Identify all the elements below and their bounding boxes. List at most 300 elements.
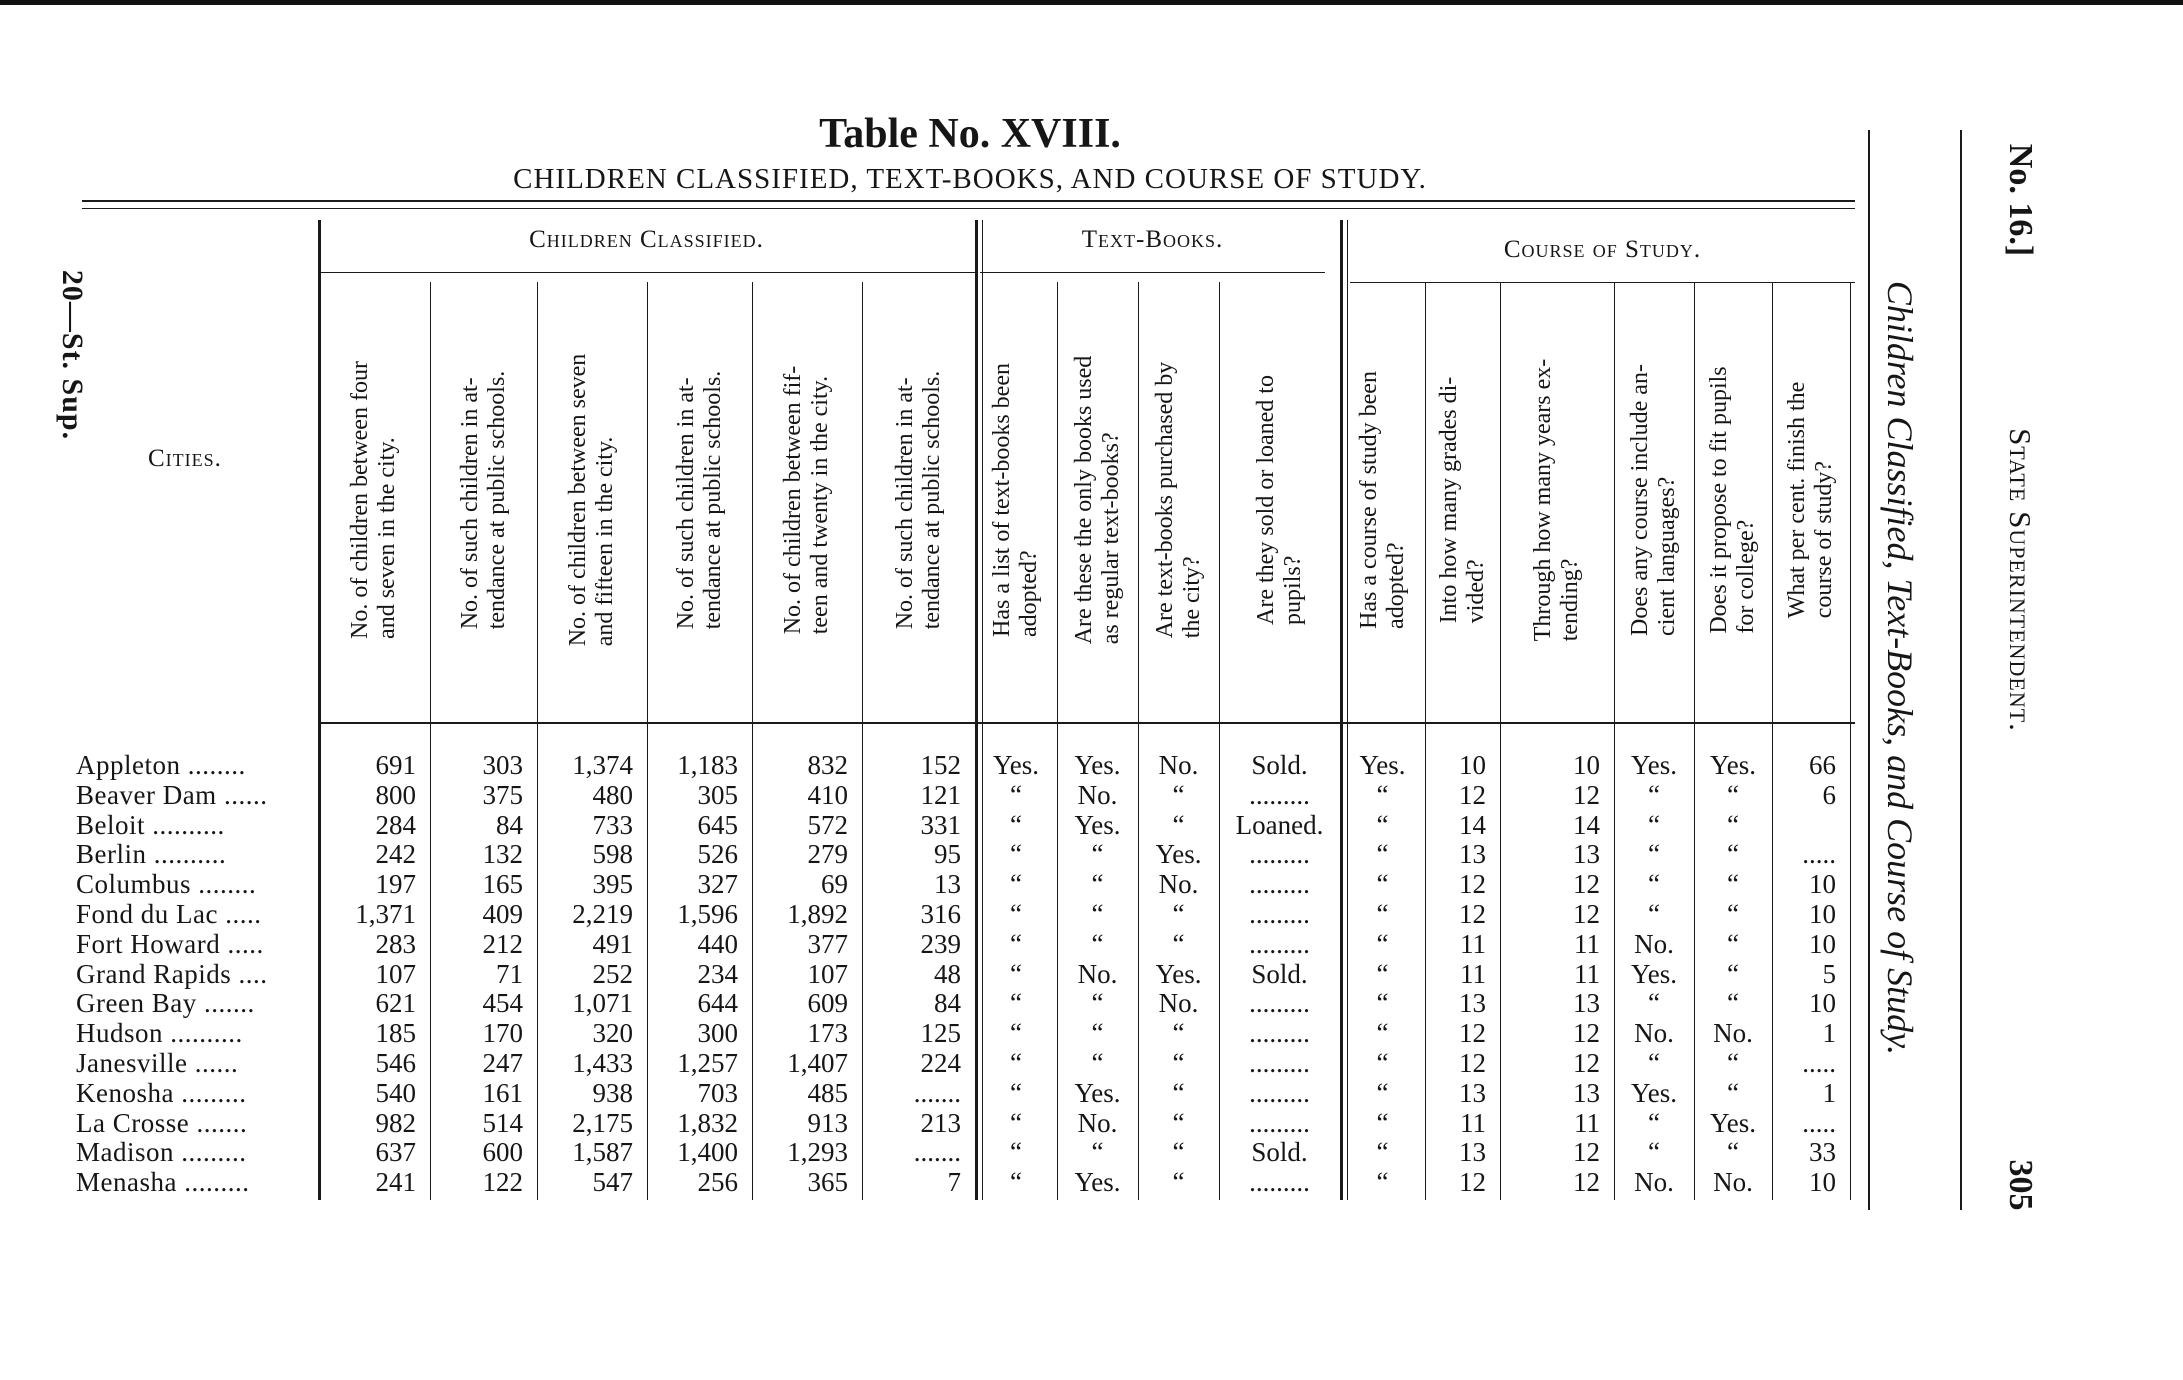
- table-cell: 247: [482, 1048, 523, 1078]
- table-cell: “: [1172, 809, 1185, 840]
- table-cell: Yes.: [992, 750, 1040, 780]
- column-rule: [1694, 282, 1695, 1200]
- leader-dots: ......: [187, 1048, 239, 1078]
- leader-dots: ........: [191, 869, 257, 900]
- right-border-rule-2: [1960, 130, 1962, 1210]
- table-cell: 491: [592, 928, 633, 959]
- group-underline-textbooks: [980, 272, 1325, 273]
- table-cell: 13: [1459, 1137, 1486, 1168]
- table-cell: “: [1010, 779, 1022, 810]
- table-cell: 1,257: [677, 1048, 738, 1078]
- table-cell: 121: [920, 779, 961, 810]
- column-header-line: No. of children between four: [347, 361, 373, 639]
- column-rule: [975, 220, 978, 1200]
- table-cell: 7: [947, 1167, 961, 1198]
- table-cell: “: [1648, 988, 1660, 1019]
- column-header-line: vided?: [1462, 559, 1489, 624]
- table-cell: 454: [482, 988, 523, 1019]
- table-cell: “: [1727, 1137, 1739, 1168]
- table-cell: .........: [1249, 839, 1310, 870]
- table-cell: “: [1091, 1137, 1104, 1168]
- table-cell: 66: [1809, 750, 1836, 780]
- city-name: Appleton ........: [76, 750, 246, 780]
- column-header-line: No. of such children in at-: [672, 377, 699, 630]
- table-cell: .........: [1249, 1107, 1310, 1138]
- table-cell: 982: [375, 1107, 416, 1138]
- table-cell: “: [1648, 839, 1660, 870]
- table-cell: “: [1010, 988, 1022, 1019]
- table-cell: 107: [807, 958, 848, 989]
- table-cell: No.: [1158, 869, 1199, 900]
- leader-dots: ......: [216, 779, 268, 810]
- city-name: Madison .........: [76, 1137, 247, 1168]
- city-name: Green Bay .......: [76, 988, 255, 1019]
- table-cell: 10: [1459, 750, 1486, 780]
- table-cell: 256: [697, 1167, 738, 1198]
- table-cell: 572: [807, 809, 848, 840]
- table-cell: “: [1376, 1167, 1389, 1198]
- table-cell: 132: [482, 839, 523, 870]
- table-cell: “: [1376, 1048, 1389, 1078]
- table-cell: “: [1376, 1137, 1389, 1168]
- leader-dots: .......: [189, 1107, 248, 1138]
- table-cell: 84: [496, 809, 523, 840]
- table-cell: 185: [375, 1018, 416, 1049]
- column-header-line: Are text-books purchased by: [1151, 361, 1178, 639]
- table-cell: Sold.: [1251, 750, 1308, 780]
- column-header: [565, 354, 619, 647]
- column-header-line: No. of children between seven: [565, 353, 591, 647]
- column-rule: [1138, 282, 1139, 1200]
- table-cell: Yes.: [1709, 1107, 1757, 1138]
- table-cell: 13: [1459, 988, 1486, 1019]
- table-cell: 733: [592, 809, 633, 840]
- table-cell: No.: [1077, 779, 1118, 810]
- column-header-line: Through how many years ex-: [1530, 358, 1556, 642]
- table-cell: 11: [1574, 958, 1600, 989]
- running-head-state: State Superintendent.: [2003, 428, 2038, 732]
- table-cell: “: [1648, 899, 1660, 929]
- table-cell: 13: [1459, 1077, 1486, 1108]
- city-name: Hudson ..........: [76, 1018, 243, 1049]
- table-cell: 13: [934, 869, 961, 900]
- table-cell: 14: [1573, 809, 1600, 840]
- table-cell: 365: [807, 1167, 848, 1198]
- table-cell: 69: [821, 869, 848, 900]
- table-cell: 13: [1459, 839, 1486, 870]
- column-header: [780, 366, 834, 635]
- table-cell: Yes.: [1709, 750, 1757, 780]
- column-header-line: and seven in the city.: [374, 437, 400, 639]
- table-cell: “: [1727, 899, 1739, 929]
- table-cell: “: [1727, 928, 1739, 959]
- table-cell: “: [1376, 1018, 1389, 1049]
- table-cell: 316: [920, 899, 961, 929]
- table-cell: 10: [1809, 1167, 1836, 1198]
- table-cell: “: [1172, 1077, 1185, 1108]
- leader-dots: .........: [174, 1137, 247, 1168]
- table-cell: Yes.: [1155, 839, 1202, 870]
- column-header-line: Does any course include an-: [1627, 364, 1653, 636]
- table-cell: .........: [1249, 779, 1310, 810]
- table-cell: 1,400: [677, 1137, 738, 1168]
- column-header-line: tending?: [1557, 558, 1583, 642]
- table-cell: 213: [920, 1107, 961, 1138]
- column-header: [673, 371, 727, 630]
- table-cell: 234: [697, 958, 738, 989]
- column-header: [1627, 364, 1681, 636]
- table-cell: “: [1172, 1107, 1185, 1138]
- table-cell: “: [1376, 779, 1389, 810]
- table-cell: 48: [934, 958, 961, 989]
- table-cell: 410: [807, 779, 848, 810]
- table-cell: “: [1376, 958, 1389, 989]
- table-cell: “: [1376, 928, 1389, 959]
- table-cell: .........: [1249, 899, 1310, 929]
- leader-dots: ..........: [145, 809, 225, 840]
- column-header-line: No. of children between fif-: [780, 365, 806, 635]
- table-cell: Sold.: [1251, 958, 1308, 989]
- table-cell: .........: [1249, 1018, 1310, 1049]
- leader-dots: ....: [231, 958, 268, 989]
- table-cell: 395: [592, 869, 633, 900]
- table-cell: 800: [375, 779, 416, 810]
- table-cell: “: [1091, 869, 1104, 900]
- table-cell: 1,407: [787, 1048, 848, 1078]
- column-header-line: teen and twenty in the city.: [807, 375, 833, 635]
- table-cell: “: [1010, 809, 1022, 840]
- column-header-line: Are these the only books used: [1070, 355, 1097, 645]
- table-cell: “: [1010, 869, 1022, 900]
- city-name: La Crosse .......: [76, 1107, 248, 1138]
- column-rule: [1340, 220, 1343, 1200]
- column-header-line: the city?: [1178, 556, 1205, 639]
- table-cell: 13: [1573, 988, 1600, 1019]
- table-cell: 12: [1573, 1048, 1600, 1078]
- table-top-rule-2: [82, 208, 1855, 209]
- table-cell: 303: [482, 750, 523, 780]
- table-cell: 279: [807, 839, 848, 870]
- table-cell: “: [1727, 809, 1739, 840]
- table-cell: 514: [482, 1107, 523, 1138]
- table-cell: 1,892: [787, 899, 848, 929]
- table-cell: No.: [1634, 1018, 1674, 1049]
- cities-column-label: Cities.: [148, 445, 222, 472]
- table-cell: 197: [375, 869, 416, 900]
- table-cell: 1,832: [677, 1107, 738, 1138]
- table-cell: 170: [482, 1018, 523, 1049]
- running-head-italic: Children Classified, Text-Books, and Course of Study.: [1880, 280, 1920, 1056]
- leader-dots: .....: [217, 899, 262, 929]
- column-header-line: tendance at public schools.: [699, 370, 726, 630]
- table-cell: 832: [807, 750, 848, 780]
- table-cell: “: [1172, 1048, 1185, 1078]
- table-cell: 1,374: [572, 750, 633, 780]
- city-name: Janesville ......: [76, 1048, 239, 1078]
- table-cell: “: [1091, 988, 1104, 1019]
- column-header: [1253, 375, 1307, 625]
- leader-dots: .........: [173, 1077, 247, 1108]
- city-name: Menasha .........: [76, 1167, 250, 1198]
- table-cell: “: [1091, 839, 1104, 870]
- column-header: [892, 371, 946, 630]
- table-cell: 12: [1459, 1018, 1486, 1049]
- leader-dots: ........: [180, 750, 246, 780]
- column-header-line: course of study?: [1811, 460, 1837, 619]
- group-textbooks: Text-Books.: [1081, 226, 1224, 253]
- table-cell: 637: [375, 1137, 416, 1168]
- table-cell: 485: [807, 1077, 848, 1108]
- table-cell: “: [1648, 869, 1660, 900]
- table-cell: 11: [1460, 928, 1486, 959]
- table-cell: 5: [1822, 958, 1836, 989]
- table-cell: 320: [592, 1018, 633, 1049]
- column-rule: [318, 220, 321, 1200]
- table-cell: “: [1091, 928, 1104, 959]
- table-cell: 224: [920, 1048, 961, 1078]
- table-cell: 152: [920, 750, 961, 780]
- table-cell: 540: [375, 1077, 416, 1108]
- column-header-line: for college?: [1733, 519, 1759, 634]
- table-cell: 107: [375, 958, 416, 989]
- table-cell: “: [1010, 958, 1022, 989]
- table-cell: .........: [1249, 1167, 1310, 1198]
- table-cell: Yes.: [1630, 750, 1678, 780]
- table-cell: 95: [934, 839, 961, 870]
- table-cell: .........: [1249, 869, 1310, 900]
- table-cell: No.: [1077, 958, 1118, 989]
- table-cell: 11: [1574, 1107, 1600, 1138]
- column-rule: [537, 282, 538, 1200]
- table-cell: “: [1376, 1107, 1389, 1138]
- table-cell: 12: [1573, 779, 1600, 810]
- column-header: [989, 363, 1043, 637]
- table-cell: 600: [482, 1137, 523, 1168]
- leader-dots: ..........: [146, 839, 227, 870]
- column-rule: [862, 282, 863, 1200]
- table-cell: “: [1727, 779, 1739, 810]
- table-cell: 377: [807, 928, 848, 959]
- city-name: Fond du Lac .....: [76, 899, 262, 929]
- table-cell: 252: [592, 958, 633, 989]
- table-cell: 609: [807, 988, 848, 1019]
- table-cell: 242: [375, 839, 416, 870]
- column-header-line: No. of such children in at-: [456, 377, 483, 630]
- table-cell: 1,596: [677, 899, 738, 929]
- page-number: 305: [2002, 1159, 2039, 1211]
- table-cell: 2,175: [572, 1107, 633, 1138]
- table-cell: Yes.: [1630, 958, 1678, 989]
- table-cell: 440: [697, 928, 738, 959]
- table-cell: 10: [1809, 988, 1836, 1019]
- column-header: [1784, 382, 1838, 619]
- table-cell: 1,433: [572, 1048, 633, 1078]
- column-header-line: adopted?: [1016, 550, 1042, 637]
- table-cell: 11: [1460, 958, 1486, 989]
- table-cell: Sold.: [1251, 1137, 1308, 1168]
- table-cell: 1,071: [572, 988, 633, 1019]
- column-header-line: and fifteen in the city.: [592, 436, 618, 647]
- table-cell: 300: [697, 1018, 738, 1049]
- table-cell: “: [1376, 839, 1389, 870]
- table-cell: 598: [592, 839, 633, 870]
- column-rule: [1500, 282, 1501, 1200]
- column-header: [1152, 362, 1206, 639]
- header-bottom-rule: [318, 722, 1855, 724]
- column-rule: [1425, 282, 1426, 1200]
- table-cell: 480: [592, 779, 633, 810]
- table-cell: “: [1010, 1107, 1022, 1138]
- table-cell: “: [1172, 779, 1185, 810]
- table-cell: “: [1376, 899, 1389, 929]
- city-name: Beloit ..........: [76, 809, 225, 840]
- column-header: [1706, 366, 1760, 633]
- column-header-line: Are they sold or loaned to: [1252, 375, 1279, 625]
- column-header: [1530, 359, 1584, 642]
- table-cell: 212: [482, 928, 523, 959]
- table-cell: .....: [1802, 1107, 1836, 1138]
- table-cell: 1: [1822, 1018, 1836, 1049]
- leader-dots: .........: [176, 1167, 250, 1198]
- table-cell: “: [1091, 1018, 1104, 1049]
- table-cell: 161: [482, 1077, 523, 1108]
- table-cell: Yes.: [1074, 809, 1121, 840]
- table-cell: 284: [375, 809, 416, 840]
- table-cell: “: [1010, 839, 1022, 870]
- table-cell: 938: [592, 1077, 633, 1108]
- table-cell: “: [1727, 839, 1739, 870]
- table-cell: Yes.: [1630, 1077, 1678, 1108]
- city-name: Beaver Dam ......: [76, 779, 268, 810]
- table-title: Table No. XVIII.: [819, 111, 1121, 157]
- table-cell: 241: [375, 1167, 416, 1198]
- city-name: Grand Rapids ....: [76, 958, 268, 989]
- table-cell: 1,183: [677, 750, 738, 780]
- table-cell: No.: [1158, 988, 1199, 1019]
- table-cell: No.: [1713, 1167, 1753, 1198]
- column-header-line: tendance at public schools.: [918, 370, 945, 630]
- table-cell: .........: [1249, 1077, 1310, 1108]
- column-header-line: No. of such children in at-: [891, 377, 918, 630]
- column-header-line: tendance at public schools.: [483, 370, 510, 630]
- table-cell: 239: [920, 928, 961, 959]
- table-cell: 327: [697, 869, 738, 900]
- table-cell: “: [1010, 928, 1022, 959]
- table-cell: “: [1091, 1048, 1104, 1078]
- group-underline-children: [318, 272, 975, 273]
- table-top-rule: [82, 200, 1855, 202]
- document-number: No. 16.]: [2002, 143, 2039, 257]
- table-cell: “: [1376, 869, 1389, 900]
- city-name: Kenosha .........: [76, 1077, 247, 1108]
- table-cell: Loaned.: [1235, 809, 1324, 840]
- column-rule: [1772, 282, 1773, 1200]
- table-cell: 12: [1459, 899, 1486, 929]
- table-cell: No.: [1077, 1107, 1118, 1138]
- column-header: [457, 371, 511, 630]
- column-header-line: Has a course of study been: [1355, 371, 1382, 629]
- table-cell: No.: [1634, 928, 1674, 959]
- table-cell: 33: [1809, 1137, 1836, 1168]
- table-cell: 283: [375, 928, 416, 959]
- table-cell: 12: [1459, 1167, 1486, 1198]
- table-cell: 305: [697, 779, 738, 810]
- table-cell: “: [1091, 899, 1104, 929]
- table-cell: 125: [920, 1018, 961, 1049]
- table-cell: 409: [482, 899, 523, 929]
- city-name: Fort Howard .....: [76, 928, 264, 959]
- column-header: [1356, 371, 1410, 629]
- column-header-line: as regular text-books?: [1097, 432, 1124, 645]
- table-cell: 1,371: [355, 899, 416, 929]
- table-cell: 12: [1573, 869, 1600, 900]
- table-cell: “: [1648, 1137, 1660, 1168]
- leader-dots: .......: [196, 988, 255, 1019]
- column-header-line: pupils?: [1279, 555, 1306, 625]
- table-cell: 1,293: [787, 1137, 848, 1168]
- table-cell: “: [1172, 1018, 1185, 1049]
- table-cell: 12: [1573, 1137, 1600, 1168]
- table-cell: 913: [807, 1107, 848, 1138]
- table-cell: 165: [482, 869, 523, 900]
- table-cell: 13: [1573, 839, 1600, 870]
- table-cell: 12: [1459, 779, 1486, 810]
- column-header-line: adopted?: [1382, 542, 1409, 629]
- table-cell: “: [1727, 1048, 1739, 1078]
- table-cell: 71: [496, 958, 523, 989]
- table-cell: 703: [697, 1077, 738, 1108]
- table-cell: 173: [807, 1018, 848, 1049]
- table-cell: 547: [592, 1167, 633, 1198]
- group-course: Course of Study.: [1503, 236, 1702, 263]
- table-cell: 12: [1573, 899, 1600, 929]
- table-cell: “: [1727, 1077, 1739, 1108]
- column-rule: [430, 282, 431, 1200]
- table-cell: 10: [1573, 750, 1600, 780]
- leader-dots: ..........: [163, 1018, 243, 1049]
- table-cell: “: [1010, 1137, 1022, 1168]
- right-border-rule-1: [1868, 130, 1870, 1210]
- city-name: Columbus ........: [76, 869, 257, 900]
- table-cell: “: [1648, 779, 1660, 810]
- table-cell: 13: [1573, 1077, 1600, 1108]
- column-header-line: What per cent. finish the: [1784, 381, 1810, 619]
- table-cell: 11: [1574, 928, 1600, 959]
- table-cell: .........: [1249, 928, 1310, 959]
- table-cell: No.: [1634, 1167, 1674, 1198]
- table-cell: “: [1010, 899, 1022, 929]
- table-cell: Yes.: [1074, 1077, 1121, 1108]
- table-cell: 621: [375, 988, 416, 1019]
- table-cell: .......: [913, 1077, 961, 1108]
- table-cell: “: [1376, 988, 1389, 1019]
- column-header-line: Has a list of text-books been: [989, 363, 1015, 637]
- table-cell: “: [1172, 1167, 1185, 1198]
- column-header-line: cient languages?: [1654, 476, 1680, 636]
- column-rule: [1219, 282, 1220, 1200]
- table-cell: 14: [1459, 809, 1486, 840]
- table-cell: “: [1010, 1167, 1022, 1198]
- column-rule: [1057, 282, 1058, 1200]
- table-cell: 691: [375, 750, 416, 780]
- table-cell: “: [1010, 1077, 1022, 1108]
- column-rule: [1850, 282, 1851, 1200]
- table-cell: 6: [1822, 779, 1836, 810]
- table-cell: 644: [697, 988, 738, 1019]
- column-rule: [752, 282, 753, 1200]
- table-cell: 122: [482, 1167, 523, 1198]
- column-header: [1071, 356, 1125, 645]
